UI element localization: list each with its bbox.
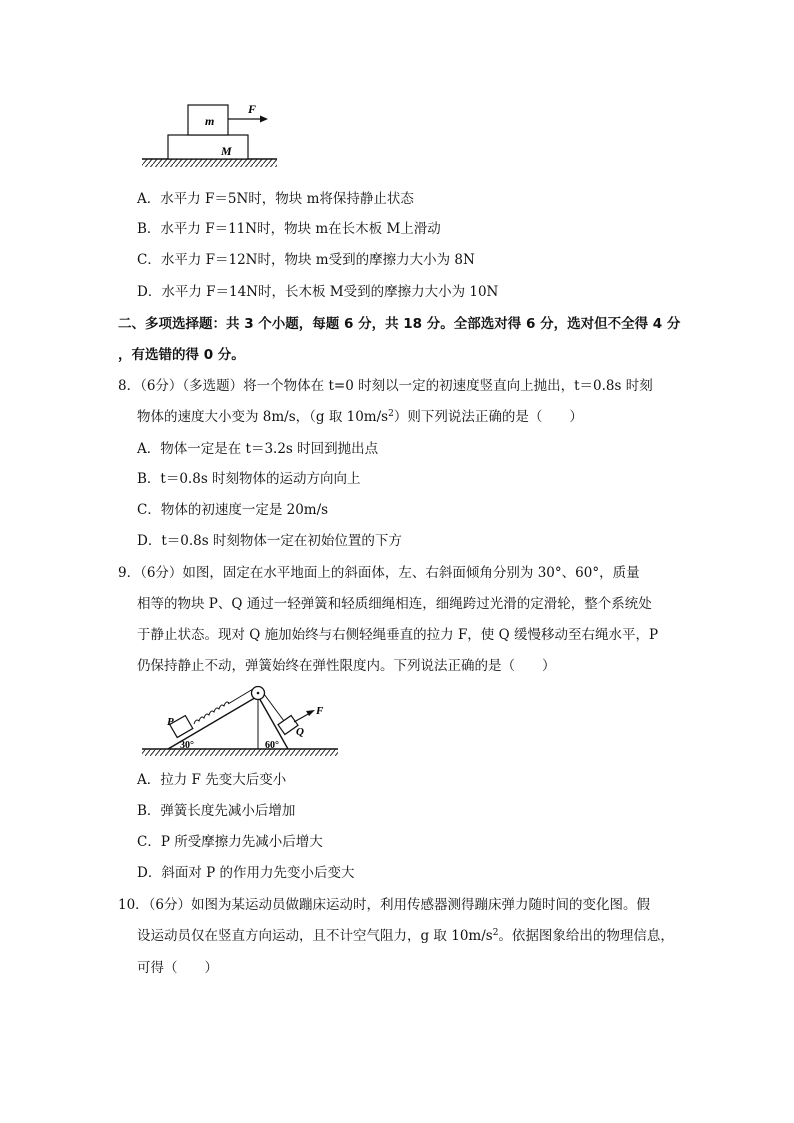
q8-option-a: A．物体一定是在 t＝3.2s 时回到抛出点 (137, 441, 379, 457)
angle-60-label: 60° (265, 740, 279, 751)
board-M (168, 135, 248, 159)
section2-heading-line2: ，有选错的得 0 分。 (118, 347, 245, 363)
q9-option-b: B．弹簧长度先减小后增加 (137, 803, 296, 819)
spring (194, 702, 229, 724)
q10-line2-text-a: 设运动员仅在竖直方向运动，且不计空气阻力，g 取 10m/s (137, 928, 493, 944)
q10-line2-text-b: 。依据图象给出的物理信息， (498, 928, 674, 944)
force-F-label: F (316, 705, 324, 717)
q8-option-b: B．t＝0.8s 时刻物体的运动方向向上 (137, 471, 361, 487)
q8-line2-superscript: 2 (388, 409, 394, 419)
q9-option-c: C．P 所受摩擦力先减小后增大 (137, 834, 323, 850)
q8-option-c: C．物体的初速度一定是 20m/s (137, 502, 329, 518)
block-P-label: P (167, 716, 174, 728)
q8-line2-text-a: 物体的速度大小变为 8m/s，（g 取 10m/s (137, 409, 389, 425)
q10-line2-superscript: 2 (492, 928, 499, 938)
ground-hatch (142, 749, 338, 756)
section2-heading-line1: 二、多项选择题：共 3 个小题，每题 6 分，共 18 分。全部选对得 6 分，选对但不全得 4 分 (118, 316, 681, 332)
block-Q (278, 715, 298, 734)
q7-option-c: C．水平力 F＝12N时，物块 m受到的摩擦力大小为 8N (137, 252, 475, 268)
block-board-figure (138, 98, 283, 174)
q10-stem-line1: 10．（6分）如图为某运动员做蹦床运动时，利用传感器测得蹦床弹力随时间的变化图。假 (118, 897, 651, 913)
q9-stem-line2: 相等的物块 P、Q 通过一轻弹簧和轻质细绳相连，细绳跨过光滑的定滑轮，整个系统处 (137, 596, 652, 612)
q9-stem-line3: 于静止状态。现对 Q 施加始终与右侧轻绳垂直的拉力 F，使 Q 缓慢移动至右绳水平，P (137, 627, 659, 643)
q8-option-d: D．t＝0.8s 时刻物体一定在初始位置的下方 (137, 533, 402, 549)
force-label: F (248, 102, 257, 116)
q9-option-d: D．斜面对 P 的作用力先变小后变大 (137, 865, 355, 881)
block-Q-label: Q (296, 726, 304, 738)
q9-option-a: A．拉力 F 先变大后变小 (137, 772, 287, 788)
angle-30-label: 30° (180, 740, 194, 751)
q9-stem-line1: 9．（6分）如图，固定在水平地面上的斜面体，左、右斜面倾角分别为 30°、60°，质量 (118, 565, 640, 581)
q8-stem-line1: 8．（6分）（多选题）将一个物体在 t=0 时刻以一定的初速度竖直向上抛出，t＝0.8s 时刻 (118, 378, 653, 394)
q10-stem-line2 (137, 924, 674, 944)
board-M-label: M (221, 144, 232, 158)
q7-option-b: B．水平力 F＝11N时，物块 m在长木板 M上滑动 (137, 221, 441, 237)
force-arrow (294, 713, 310, 722)
q8-stem-line2 (137, 405, 583, 425)
q8-line2-text-b: ）则下列说法正确的是（ ） (393, 409, 583, 425)
incline-pulley-figure (140, 678, 350, 758)
ground-hatch (142, 159, 277, 167)
q7-option-d: D．水平力 F＝14N时，长木板 M受到的摩擦力大小为 10N (137, 284, 499, 300)
rope-right (264, 694, 284, 721)
q9-stem-line4: 仍保持静止不动，弹簧始终在弹性限度内。下列说法正确的是（ ） (137, 658, 556, 674)
q10-stem-line3: 可得（ ） (137, 960, 218, 976)
force-arrowhead (260, 116, 268, 123)
block-m-label: m (205, 114, 215, 128)
q7-option-a: A．水平力 F＝5N时，物块 m将保持静止状态 (137, 191, 414, 207)
pulley-axle (257, 692, 260, 695)
